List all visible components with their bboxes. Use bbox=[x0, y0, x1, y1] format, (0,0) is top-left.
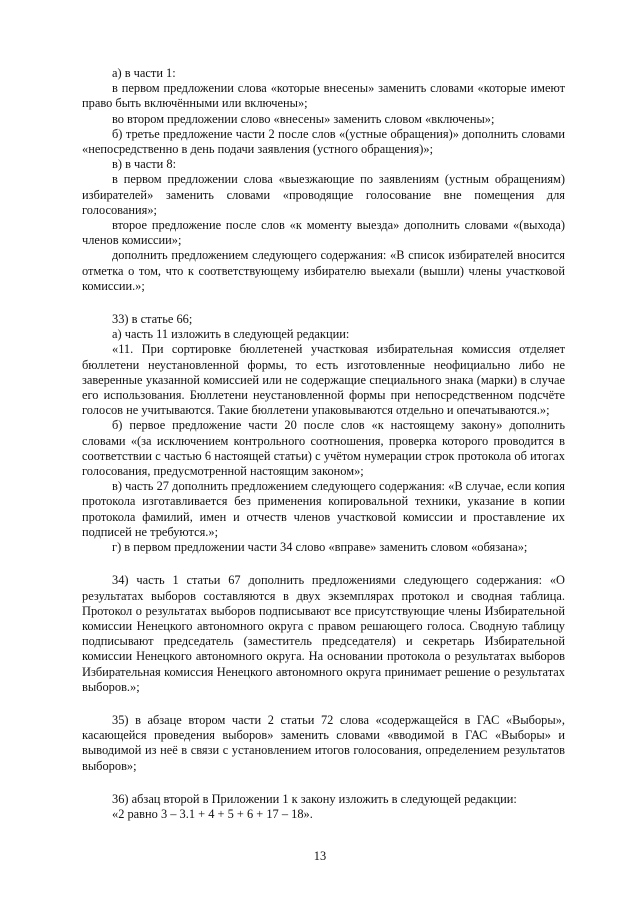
text-block bbox=[82, 573, 565, 695]
paragraph: 36) абзац второй в Приложении 1 к закону изложить в следующей редакции: bbox=[112, 791, 517, 806]
paragraph: второе предложение после слов «к моменту выезда» дополнить словами «(выхода) членов комиссии»; bbox=[82, 218, 565, 248]
paragraph: «2 равно 3 – 3.1 + 4 + 5 + 6 + 17 – 18». bbox=[112, 806, 313, 821]
paragraph: «11. При сортировке бюллетеней участковая избирательная комиссия отделяет бюллетени неустановленной формы, то есть изготовленные неофициально либо не заверенные указанной комиссией или не содержащие специального знака (марки) в случае его использования. Бюллетени неустановленной формы при непосредственном подсчёте голосов не учитываются. Такие бюллетени упаковываются отдельно и опечатываются.»; bbox=[82, 342, 565, 418]
text-block bbox=[82, 792, 565, 822]
paragraph: в) часть 27 дополнить предложением следующего содержания: «В случае, если копия протокола изготавливается без применения копировальной техники, указание в копии протокола фамилий, имен и отчеств членов участковой комиссии и проставление их подписей не требуются.»; bbox=[82, 479, 565, 539]
paragraph: г) в первом предложении части 34 слово «вправе» заменить словом «обязана»; bbox=[112, 540, 528, 555]
paragraph: дополнить предложением следующего содержания: «В список избирателей вносится отметка о том, что к соответствующему избирателю выехали (вышли) члены участковой комиссии.»; bbox=[82, 248, 565, 293]
paragraph: а) часть 11 изложить в следующей редакции: bbox=[112, 327, 350, 342]
paragraph: в) в части 8: bbox=[112, 157, 177, 172]
document-body bbox=[82, 66, 565, 822]
text-block bbox=[82, 713, 565, 774]
block-spacer bbox=[82, 555, 565, 573]
paragraph: 35) в абзаце втором части 2 статьи 72 слова «содержащейся в ГАС «Выборы», касающейся проведения выборов» заменить словами «вводимой в ГАС «Выборы» и выводимой из неё в связи с установлением итогов голосования, определением результатов выборов»; bbox=[82, 712, 565, 773]
paragraph: в первом предложении слова «выезжающие по заявлениям (устным обращениям) избирателей» заменить словами «проводящие голосование вне помещения для голосования»; bbox=[82, 172, 565, 217]
block-spacer bbox=[82, 695, 565, 713]
block-spacer bbox=[82, 774, 565, 792]
block-spacer bbox=[82, 294, 565, 312]
paragraph: б) первое предложение части 20 после слов «к настоящему закону» дополнить словами «(за исключением контрольного соотношения, проверка которого проводится в соответствии с частью 6 настоящей статьи) с учётом нумерации строк протокола об итогах голосования, предусмотренной настоящим законом»; bbox=[82, 418, 565, 479]
text-block bbox=[82, 66, 565, 294]
paragraph: 34) часть 1 статьи 67 дополнить предложениями следующего содержания: «О результатах выборов составляются в двух экземплярах протокол и сводная таблица. Протокол о результатах выборов подписывают все присутствующие члены Избирательной комиссии Ненецкого автономного округа с правом решающего голоса. Сводную таблицу подписывают председатель (заместитель председателя) и секретарь Избирательной комиссии Ненецкого автономного округа. На основании протокола о результатах выборов Избирательная комиссия Ненецкого автономного округа принимает решение о результатах выборов.»; bbox=[82, 573, 565, 694]
paragraph: во втором предложении слово «внесены» заменить словом «включены»; bbox=[112, 111, 495, 126]
paragraph: 33) в статье 66; bbox=[112, 312, 193, 327]
paragraph: в первом предложении слова «которые внесены» заменить словами «которые имеют право быть включёнными или включены»; bbox=[82, 81, 565, 111]
paragraph: а) в части 1: bbox=[112, 66, 176, 80]
page-number: 13 bbox=[313, 849, 327, 863]
paragraph: б) третье предложение части 2 после слов «(устные обращения)» дополнить словами «непосредственно в день подачи заявления (устного обращения)»; bbox=[82, 126, 565, 157]
text-block bbox=[82, 312, 565, 555]
